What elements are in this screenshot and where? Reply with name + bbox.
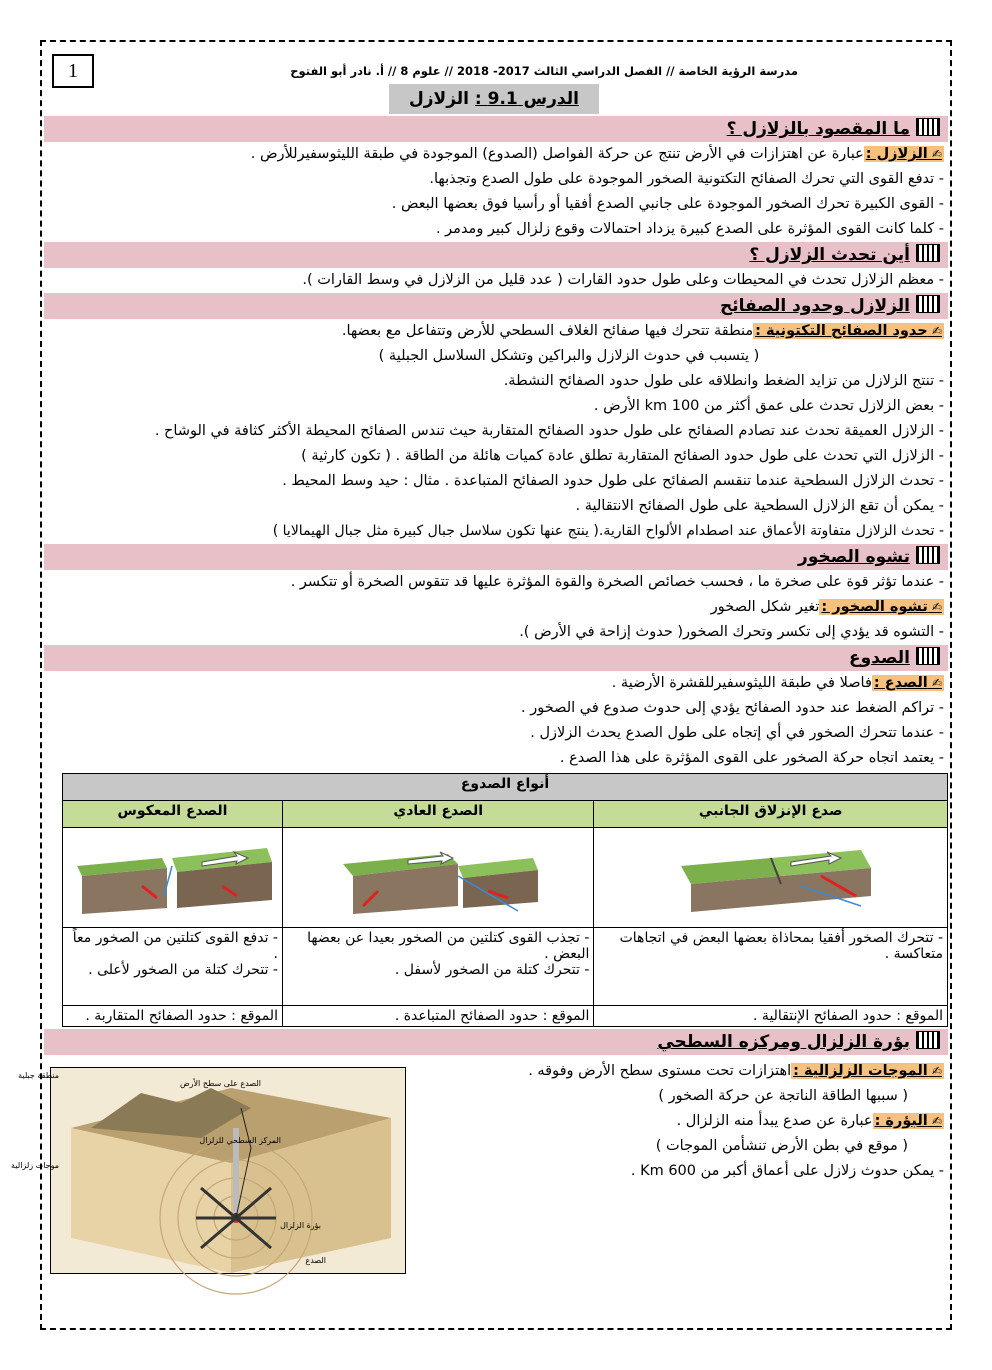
fault-description: - تدفع القوى كتلتين من الصخور معاً . - تتحرك كتلة من الصخور لأعلى . — [63, 928, 283, 1006]
term-label — [791, 1063, 944, 1079]
column-header: صدع الإنزلاق الجانبي — [594, 801, 948, 828]
section-title: ما المقصود بالزلازل ؟ — [726, 119, 910, 139]
term-label — [753, 323, 944, 339]
fault-types-table — [62, 773, 948, 1027]
book-icon — [916, 647, 940, 665]
figure-label: الصدع — [305, 1256, 326, 1265]
text-line: ( يتسبب في حدوث الزلازل والبراكين وتشكل السلاسل الجبلية ) — [378, 348, 760, 364]
text-line: عبارة عن صدع يبدأ منه الزلزال . — [676, 1113, 873, 1129]
book-icon — [916, 546, 940, 564]
earthquake-focus-diagram — [11, 1067, 406, 1274]
definition-line — [44, 142, 948, 167]
reverse-fault-diagram — [63, 828, 283, 928]
section-title: أين تحدث الزلازل ؟ — [749, 245, 910, 265]
pen-icon: ✍ — [927, 324, 942, 338]
section-heading — [44, 242, 948, 268]
text-line: - كلما كانت القوى المؤثرة على الصدع كبيرة يزداد احتمالات وقوع زلزال كبير ومدمر . — [435, 221, 944, 237]
text-line: - القوى الكبيرة تحرك الصخور الموجودة على جانبي الصدع أفقيا أو رأسيا فوق بعضها البعض . — [391, 196, 944, 212]
content — [11, 116, 948, 1285]
term-text: البؤرة : — [874, 1113, 928, 1129]
text-line: - تنتج الزلازل من تزايد الضغط وانطلاقه على طول حدود الصفائح النشطة. — [503, 373, 944, 389]
book-icon — [916, 244, 940, 262]
term-text: الصدع : — [873, 675, 928, 691]
figure-label: المركز السطحي للزلزال — [199, 1136, 281, 1145]
fault-description: - تتحرك الصخور أفقيا بمحاذاة بعضها البعض في اتجاهات متعاكسة . — [594, 928, 948, 1006]
text-line: - الزلازل التي تحدث على طول حدود الصفائح المتقاربة تطلق عادة كميات هائلة من الطاقة . ( تكون كارثية ) — [301, 448, 944, 464]
text-line: - عندما تتحرك الصخور في أي إتجاه على طول الصدع يحدث الزلازل . — [530, 725, 944, 741]
figure-label: الصدع على سطح الأرض — [179, 1079, 261, 1088]
normal-fault-diagram — [282, 828, 593, 928]
section-heading — [44, 544, 948, 570]
text-line: - معظم الزلازل تحدث في المحيطات وعلى طول حدود القارات ( عدد قليل من الزلازل في وسط القارات ). — [302, 272, 944, 288]
page-header: مدرسة الرؤية الخاصة // الفصل الدراسي الثالث 2017- 2018 // علوم 8 // أ. نادر أبو الفتوح — [290, 64, 798, 78]
text-line: - عندما تؤثر قوة على صخرة ما ، فحسب خصائص الصخرة والقوة المؤثرة عليها قد تتقوس الصخرة أو تتكسر . — [290, 574, 944, 590]
text-line: اهتزازات تحت مستوى سطح الأرض وفوقه . — [528, 1063, 792, 1079]
term-label — [872, 675, 944, 691]
text-line: فاصلا في طبقة الليثوسفيرللقشرة الأرضية . — [611, 675, 872, 691]
term-label — [864, 146, 944, 162]
section-title: الصدوع — [849, 648, 910, 668]
term-text: تشوه الصخور : — [821, 599, 928, 615]
pen-icon: ✍ — [927, 147, 942, 161]
text-line: - تحدث الزلازل السطحية عندما تنقسم الصفائح على طول حدود الصفائح المتباعدة . مثال : حيد وسط المحيط . — [282, 473, 944, 489]
lesson-name: الزلازل — [409, 89, 475, 109]
text-line: عبارة عن اهتزازات في الأرض تنتج عن حركة الفواصل (الصدوع) الموجودة في طبقة الليثوسفيرللأرض . — [250, 146, 864, 162]
text-line: - الزلازل العميقة تحدث عند تصادم الصفائح على طول حدود الصفائح المتقاربة حيث تندس الصفائح المحيطة الأكثر كثافة في الوشاح . — [154, 423, 944, 439]
section-heading — [44, 293, 948, 319]
lesson-title — [389, 84, 599, 114]
figure-label: بؤرة الزلزال — [280, 1221, 321, 1230]
section-title: الزلازل وحدود الصفائح — [720, 296, 910, 316]
text-line: ( موقع في بطن الأرض تنشأمن الموجات ) — [655, 1138, 908, 1154]
text-line: - التشوه قد يؤدي إلى تكسر وتحرك الصخور( حدوث إزاحة في الأرض ). — [519, 624, 944, 640]
section-title: بؤرة الزلزال ومركزه السطحي — [657, 1032, 910, 1052]
column-header: الصدع العادي — [282, 801, 593, 828]
focus-section — [11, 1055, 948, 1285]
text-line: - تراكم الضغط عند حدود الصفائح يؤدي إلى حدوث صدوع في الصخور . — [521, 700, 944, 716]
term-text: الموجات الزلزالية : — [793, 1063, 928, 1079]
book-icon — [916, 295, 940, 313]
fault-location: الموقع : حدود الصفائح الإنتقالية . — [594, 1006, 948, 1027]
text-line: - يمكن أن تقع الزلازل السطحية على طول الصفائح الانتقالية . — [575, 498, 944, 514]
figure-label: منطقة جبلية — [18, 1071, 59, 1080]
pen-icon: ✍ — [927, 1064, 942, 1078]
column-header: الصدع المعكوس — [63, 801, 283, 828]
term-text: الزلازل : — [865, 146, 928, 162]
term-text: حدود الصفائح التكتونية : — [755, 323, 928, 339]
fault-location: الموقع : حدود الصفائح المتباعدة . — [282, 1006, 593, 1027]
pen-icon: ✍ — [927, 1114, 942, 1128]
term-label — [873, 1113, 944, 1129]
page — [11, 44, 948, 1326]
focus-text — [408, 1059, 948, 1184]
section-heading — [44, 1029, 948, 1055]
figure-label: موجات زلزالية — [11, 1161, 59, 1170]
text-line: تغير شكل الصخور — [710, 599, 820, 615]
section-heading — [44, 116, 948, 142]
page-number: 1 — [52, 54, 94, 88]
definition-line — [44, 319, 948, 344]
book-icon — [916, 1031, 940, 1049]
text-line: منطقة تتحرك فيها صفائح الغلاف السطحي للأرض وتتفاعل مع بعضها. — [341, 323, 754, 339]
definition-line — [44, 595, 948, 620]
text-line: - تدفع القوى التي تحرك الصفائح التكتونية الصخور الموجودة على طول الصدع وتجذبها. — [429, 171, 944, 187]
pen-icon: ✍ — [927, 676, 942, 690]
definition-line — [408, 1059, 948, 1084]
book-icon — [916, 118, 940, 136]
lesson-prefix: الدرس 9.1 : — [474, 89, 579, 109]
section-title: تشوه الصخور — [798, 547, 910, 567]
table-caption: أنواع الصدوع — [63, 774, 948, 801]
pen-icon: ✍ — [927, 600, 942, 614]
text-line: ( سببها الطاقة الناتجة عن حركة الصخور ) — [658, 1088, 908, 1104]
term-label — [819, 599, 944, 615]
definition-line — [408, 1109, 948, 1134]
fault-location: الموقع : حدود الصفائح المتقاربة . — [63, 1006, 283, 1027]
section-heading — [44, 645, 948, 671]
text-line: - بعض الزلازل تحدث على عمق أكثر من 100 km الأرض . — [593, 398, 944, 414]
text-line: - تحدث الزلازل متفاوتة الأعماق عند اصطدام الألواح القارية.( ينتج عنها تكون سلاسل جبال كبيرة مثل جبال الهيمالايا ) — [272, 523, 944, 539]
text-line: - يمكن حدوث زلازل على أعماق أكبر من 600 Km . — [630, 1163, 944, 1179]
strike-slip-diagram — [594, 828, 948, 928]
fault-description: - تجذب القوى كتلتين من الصخور بعيدا عن بعضها البعض . - تتحرك كتلة من الصخور لأسفل . — [282, 928, 593, 1006]
text-line: - يعتمد اتجاه حركة الصخور على القوى المؤثرة على هذا الصدع . — [559, 750, 944, 766]
definition-line — [44, 671, 948, 696]
